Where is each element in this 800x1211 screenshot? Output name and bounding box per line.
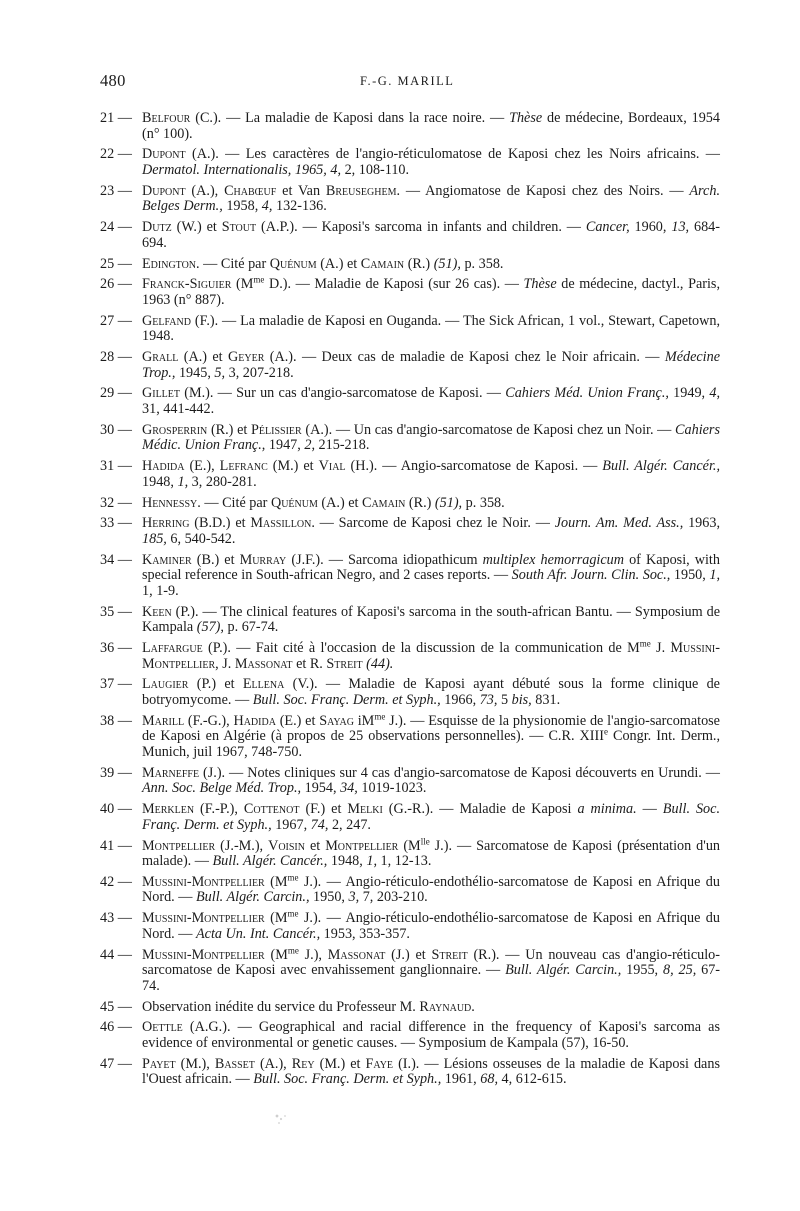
- reference-fragment: 1966,: [440, 692, 480, 708]
- italic-text: Ann. Soc. Belge Méd. Trop.,: [142, 780, 302, 797]
- author-name: Marneffe: [142, 764, 200, 781]
- reference-fragment: (R.). — Un nouveau cas d'angio-réticulo-sarcomatose de Kaposi avec envahissement ganglionnaire. —: [142, 946, 720, 979]
- italic-text: 73,: [479, 692, 498, 708]
- reference-number: 31 —: [100, 458, 132, 475]
- author-name: Mussini-Montpellier: [142, 640, 720, 672]
- author-name: Edington: [142, 255, 197, 272]
- author-name: Marill: [142, 712, 185, 729]
- reference-number: 40 —: [100, 801, 132, 818]
- italic-text: (44).: [366, 655, 394, 672]
- reference-number: 32 —: [100, 494, 132, 511]
- reference-number: 39 —: [100, 764, 132, 781]
- reference-fragment: (B.D.) et: [189, 515, 251, 532]
- reference-fragment: et Van: [276, 182, 326, 199]
- reference-entry: [100, 553, 720, 600]
- reference-fragment: 215-218.: [314, 437, 370, 454]
- reference-fragment: p. 358.: [460, 255, 504, 272]
- reference-fragment: 1, 1-9.: [142, 582, 179, 599]
- reference-entry: [100, 1000, 720, 1016]
- reference-fragment: (M.),: [175, 1055, 215, 1072]
- author-name: Streit: [326, 655, 363, 672]
- reference-fragment: , J.: [215, 655, 235, 672]
- author-name: Mussini-Montpellier: [142, 873, 265, 890]
- running-head: F.-G. MARILL: [360, 74, 455, 88]
- reference-fragment: (P.) et: [188, 676, 243, 693]
- reference-fragment: (J.-M.),: [215, 837, 269, 854]
- reference-entry: [100, 802, 720, 833]
- reference-text: [142, 515, 720, 547]
- reference-fragment: 1945,: [175, 364, 215, 381]
- author-name: Massonat: [234, 655, 293, 672]
- reference-fragment: of Kaposi, with special reference in South-african Negro, and 2 cases reports. —: [142, 551, 720, 584]
- reference-fragment: (R.): [404, 255, 434, 272]
- author-name: Montpellier: [142, 837, 216, 854]
- reference-text: [142, 146, 720, 178]
- italic-text: Cahiers Méd. Union Franç.,: [505, 385, 669, 402]
- reference-number: 43 —: [100, 910, 132, 927]
- reference-text: [142, 385, 720, 417]
- reference-fragment: (F.-P.),: [194, 801, 244, 818]
- author-name: Mussini-Montpellier: [142, 946, 265, 963]
- author-name: Dutz: [142, 219, 172, 236]
- author-name: Gelfand: [142, 312, 191, 329]
- reference-entry: [100, 184, 720, 215]
- reference-fragment: 1, 12-13.: [376, 853, 432, 870]
- reference-fragment: (M: [231, 276, 254, 293]
- author-name: Hadida: [233, 712, 276, 729]
- author-name: Massillon: [250, 515, 312, 532]
- reference-fragment: D.). — Maladie de Kaposi (sur 26 cas). —: [264, 276, 524, 293]
- reference-text: [142, 944, 721, 994]
- author-name: Gillet: [142, 385, 181, 402]
- italic-text: Bull. Soc. Franç. Derm. et Syph.,: [142, 801, 720, 833]
- reference-number: 26 —: [100, 276, 132, 293]
- reference-fragment: J.). — Angio-réticulo-endothélio-sarcomatose de Kaposi en Afrique du Nord. —: [142, 910, 720, 942]
- reference-number: 35 —: [100, 603, 132, 620]
- author-name: Chabœuf: [224, 182, 277, 199]
- reference-text: [142, 999, 475, 1015]
- reference-entry: [100, 766, 720, 797]
- reference-fragment: (J.). — Notes cliniques sur 4 cas d'angio-sarcomatose de Kaposi découverts en Urundi. —: [199, 764, 720, 781]
- italic-text: Bull. Algér. Cancér.,: [602, 458, 720, 475]
- reference-fragment: 831.: [531, 692, 561, 708]
- reference-fragment: 3, 280-281.: [188, 473, 257, 490]
- italic-text: Bull. Algér. Carcin.,: [505, 962, 622, 979]
- italic-text: 4,: [261, 198, 273, 215]
- italic-text: (51),: [434, 494, 463, 511]
- author-name: Dupont: [142, 146, 186, 163]
- reference-fragment: (B.) et: [191, 551, 240, 568]
- author-name: Stout: [221, 219, 257, 236]
- reference-fragment: 1963,: [683, 515, 720, 532]
- italic-text: Bull. Algér. Carcin.,: [196, 889, 310, 906]
- reference-text: [142, 713, 720, 760]
- reference-fragment: 684-694.: [142, 219, 721, 251]
- italic-text: 185,: [142, 530, 167, 547]
- reference-entry: [100, 274, 720, 308]
- reference-fragment: (A.G.). — Geographical and racial difference in the frequency of Kaposi's sarcoma as evidence of environmental or genetic causes. — Symposium de Kampala (57), 16-50.: [142, 1019, 720, 1051]
- reference-fragment: 67-74.: [142, 962, 721, 994]
- reference-entry: [100, 496, 720, 512]
- reference-fragment: (M.) et: [267, 458, 319, 475]
- reference-fragment: (I.). — Lésions osseuses de la maladie de Kaposi dans l'Ouest africain. —: [142, 1055, 720, 1088]
- reference-fragment: (C.). — La maladie de Kaposi dans la race noire. —: [190, 110, 510, 126]
- author-name: Merklen: [142, 801, 195, 818]
- reference-fragment: 3, 207-218.: [225, 364, 294, 381]
- italic-text: Journ. Am. Med. Ass.,: [554, 515, 684, 532]
- reference-fragment: 4, 612-615.: [498, 1071, 567, 1088]
- author-name: Quénum: [269, 255, 317, 272]
- italic-text: Bull. Soc. Franç. Derm. et Syph.,: [253, 1071, 442, 1088]
- author-name: Faye: [365, 1055, 394, 1072]
- reference-fragment: J.). — Esquisse de la physionomie de l'angio-sarcomatose de Kaposi en Algérie (à propos de 25 observations personnelles). — C.R. XIII: [142, 712, 720, 745]
- italic-text: 3,: [348, 889, 360, 906]
- reference-fragment: 2, 108-110.: [341, 161, 410, 178]
- reference-text: [142, 835, 721, 870]
- reference-text: [142, 313, 720, 345]
- italic-text: multiplex hemorragicum: [482, 551, 625, 568]
- reference-text: [142, 910, 720, 942]
- reference-entry: [100, 1057, 720, 1088]
- reference-fragment: iM: [353, 712, 375, 729]
- italic-text: 25,: [678, 962, 697, 979]
- author-name: Breuseghem: [325, 182, 397, 199]
- reference-fragment: 1954,: [301, 780, 341, 797]
- reference-fragment: 6, 540-542.: [166, 530, 236, 547]
- reference-fragment: —: [636, 801, 663, 818]
- reference-text: [142, 458, 720, 490]
- reference-fragment: 1950,: [670, 567, 710, 584]
- reference-text: [142, 219, 720, 251]
- author-name: Grall: [142, 349, 179, 366]
- italic-text: Médecine Trop.,: [142, 349, 721, 381]
- reference-text: [142, 552, 720, 599]
- reference-list: [100, 111, 720, 1093]
- author-name: Kaminer: [142, 551, 192, 568]
- reference-fragment: p. 67-74.: [223, 619, 279, 636]
- italic-text: Cahiers Médic. Union Franç.,: [142, 421, 720, 454]
- reference-fragment: 1019-1023.: [357, 780, 427, 797]
- reference-fragment: J.). — Sarcomatose de Kaposi (présentation d'un malade). —: [142, 837, 721, 870]
- reference-fragment: (A.),: [254, 1055, 292, 1072]
- reference-text: [142, 1056, 720, 1088]
- italic-text: Dermatol. Internationalis, 1965, 4,: [142, 161, 342, 178]
- reference-fragment: (M: [398, 837, 421, 854]
- reference-fragment: (A.) et: [178, 349, 229, 366]
- author-name: Mussini-Montpellier: [142, 910, 265, 927]
- italic-text: South Afr. Journ. Clin. Soc.,: [511, 567, 671, 584]
- reference-number: 29 —: [100, 385, 132, 402]
- italic-text: (51),: [433, 255, 461, 272]
- author-name: Lefranc: [219, 458, 268, 475]
- reference-fragment: 1960,: [629, 219, 672, 236]
- author-name: Camain: [360, 255, 405, 272]
- author-name: Hennessy: [142, 494, 198, 511]
- reference-fragment: (P.). — The clinical features of Kaposi's sarcoma in the south-african Bantu. — Symposium de Kampala: [142, 603, 720, 636]
- author-name: Vial: [318, 458, 346, 475]
- author-name: Melki: [347, 801, 383, 818]
- author-name: Franck-Siguier: [142, 276, 232, 293]
- reference-fragment: (M.) et: [314, 1055, 366, 1072]
- reference-entry: [100, 908, 720, 942]
- reference-text: [142, 422, 720, 454]
- reference-fragment: (E.),: [184, 458, 220, 475]
- reference-entry: [100, 872, 720, 906]
- reference-fragment: (M.). — Sur un cas d'angio-sarcomatose de Kaposi. —: [180, 385, 506, 402]
- italic-text: 5,: [214, 364, 226, 381]
- reference-fragment: p. 358.: [462, 494, 505, 511]
- reference-fragment: 1958,: [222, 198, 262, 215]
- author-name: Pélissier: [251, 421, 302, 438]
- reference-number: 45 —: [100, 998, 132, 1015]
- author-name: Ellena: [242, 676, 285, 693]
- reference-fragment: . — Sarcome de Kaposi chez le Noir. —: [311, 515, 555, 532]
- italic-text: 1,: [177, 473, 189, 490]
- superscript-text: me: [639, 638, 651, 649]
- author-name: Camain: [362, 494, 406, 511]
- reference-entry: [100, 677, 720, 708]
- page-number: 480: [100, 71, 126, 90]
- italic-text: Cancer,: [585, 219, 630, 236]
- author-name: Streit: [431, 946, 468, 963]
- reference-fragment: (W.) et: [171, 219, 222, 236]
- italic-text: 2,: [304, 437, 315, 454]
- reference-number: 37 —: [100, 676, 132, 693]
- author-name: Laffargue: [142, 640, 203, 657]
- reference-fragment: et: [305, 837, 326, 854]
- reference-fragment: (A.),: [185, 182, 225, 199]
- author-name: Grosperrin: [142, 421, 208, 438]
- reference-fragment: 31, 441-442.: [142, 401, 215, 417]
- reference-number: 47 —: [100, 1055, 132, 1072]
- reference-entry: [100, 1020, 720, 1051]
- author-name: Voisin: [268, 837, 305, 854]
- italic-text: 1,: [366, 853, 377, 870]
- author-name: Rey: [291, 1055, 315, 1072]
- superscript-text: me: [253, 274, 265, 285]
- author-name: Laugier: [142, 676, 189, 693]
- reference-text: [142, 874, 720, 906]
- reference-fragment: . — Cité par: [197, 494, 271, 511]
- reference-fragment: (G.-R.). — Maladie de Kaposi: [382, 801, 578, 818]
- reference-fragment: (A.). — Deux cas de maladie de Kaposi chez le Noir africain. —: [264, 349, 665, 366]
- reference-number: 36 —: [100, 640, 132, 657]
- reference-text: [142, 349, 720, 381]
- reference-number: 23 —: [100, 182, 132, 199]
- italic-text: 8,: [662, 962, 674, 979]
- reference-number: 25 —: [100, 255, 132, 272]
- reference-fragment: 1948,: [142, 473, 178, 490]
- italic-text: Thèse: [523, 276, 557, 293]
- author-name: Murray: [239, 551, 287, 568]
- reference-number: 22 —: [100, 146, 132, 163]
- author-name: Sayag: [319, 712, 354, 729]
- reference-fragment: (A.). — Un cas d'angio-sarcomatose de Kaposi chez un Noir. —: [301, 421, 676, 438]
- reference-fragment: 1949,: [668, 385, 710, 402]
- italic-text: a minima.: [577, 801, 637, 818]
- author-name: Basset: [214, 1055, 255, 1072]
- reference-entry: [100, 944, 721, 995]
- superscript-text: me: [287, 944, 299, 955]
- italic-text: Acta Un. Int. Cancér.,: [196, 925, 321, 942]
- reference-entry: [100, 459, 720, 490]
- superscript-text: lle: [420, 835, 430, 846]
- reference-fragment: 1961,: [441, 1071, 481, 1088]
- reference-text: [142, 110, 720, 142]
- reference-fragment: Congr. Int. Derm., Munich, juil 1967, 748-750.: [142, 728, 721, 760]
- reference-fragment: 1950,: [309, 889, 349, 906]
- author-name: Quénum: [270, 494, 318, 511]
- reference-fragment: J.: [650, 640, 671, 657]
- reference-text: [142, 765, 720, 797]
- author-name: Herring: [142, 515, 190, 532]
- reference-text: [142, 276, 720, 308]
- ink-smudge-icon: [272, 1112, 290, 1126]
- reference-entry: [100, 111, 720, 142]
- reference-fragment: (M: [264, 873, 288, 890]
- reference-number: 30 —: [100, 421, 132, 438]
- reference-fragment: de médecine, dactyl., Paris, 1963 (n° 887).: [142, 276, 720, 308]
- reference-fragment: (F.) et: [299, 801, 348, 818]
- reference-number: 44 —: [100, 946, 132, 963]
- reference-number: 28 —: [100, 349, 132, 366]
- reference-text: [142, 183, 720, 215]
- reference-number: 42 —: [100, 873, 132, 890]
- reference-fragment: 2, 247.: [328, 816, 371, 833]
- reference-fragment: 1953, 353-357.: [320, 925, 410, 942]
- reference-text: [142, 256, 503, 272]
- author-name: Belfour: [142, 110, 191, 126]
- reference-fragment: (A.P.). — Kaposi's sarcoma in infants and children. —: [256, 219, 586, 236]
- italic-text: Thèse: [509, 110, 543, 126]
- italic-text: (57),: [196, 619, 224, 636]
- reference-text: [142, 604, 720, 636]
- author-name: Oettle: [142, 1019, 183, 1036]
- reference-entry: [100, 835, 721, 870]
- reference-number: 41 —: [100, 837, 132, 854]
- reference-fragment: de médecine, Bordeaux, 1954 (n° 100).: [142, 110, 720, 142]
- author-name: Massonat: [327, 946, 386, 963]
- reference-fragment: et R.: [292, 655, 327, 672]
- author-name: Keen: [142, 603, 172, 620]
- reference-entry: [100, 386, 720, 417]
- reference-number: 38 —: [100, 712, 132, 729]
- italic-text: 68,: [480, 1071, 498, 1088]
- italic-text: 13,: [671, 219, 690, 236]
- author-name: Dupont: [142, 182, 186, 199]
- reference-entry: [100, 350, 720, 381]
- reference-fragment: 1967,: [271, 816, 311, 833]
- reference-fragment: 1947,: [265, 437, 305, 454]
- reference-number: 46 —: [100, 1019, 132, 1036]
- reference-entry: [100, 516, 720, 547]
- reference-number: 34 —: [100, 551, 132, 568]
- superscript-text: me: [287, 908, 299, 919]
- italic-text: 1,: [709, 567, 721, 584]
- reference-entry: [100, 314, 720, 345]
- reference-number: 21 —: [100, 110, 132, 126]
- reference-fragment: (F.-G.),: [184, 712, 234, 729]
- reference-fragment: . — Cité par: [196, 255, 270, 272]
- reference-fragment: J.). — Angio-réticulo-endothélio-sarcomatose de Kaposi en Afrique du Nord. —: [142, 873, 720, 906]
- reference-fragment: (V.). — Maladie de Kaposi ayant débuté sous la forme clinique de botryomycome. —: [142, 676, 720, 708]
- reference-fragment: (F.). — La maladie de Kaposi en Ouganda. — The Sick African, 1 vol., Stewart, Capetown, 1948.: [142, 312, 720, 345]
- reference-fragment: (P.). — Fait cité à l'occasion de la discussion de la communication de M: [202, 640, 640, 657]
- author-name: Raynaud: [419, 998, 472, 1015]
- italic-text: Bull. Soc. Franç. Derm. et Syph.,: [252, 692, 441, 708]
- reference-fragment: (J.) et: [385, 946, 432, 963]
- italic-text: 4,: [709, 385, 720, 402]
- reference-entry: [100, 638, 720, 672]
- author-name: Payet: [142, 1055, 176, 1072]
- reference-fragment: (M: [264, 946, 288, 963]
- reference-number: 33 —: [100, 515, 132, 532]
- author-name: Montpellier: [325, 837, 399, 854]
- reference-entry: [100, 605, 720, 636]
- reference-fragment: .: [471, 998, 475, 1015]
- page-header: [100, 71, 720, 95]
- reference-entry: [100, 711, 721, 761]
- reference-text: [142, 676, 720, 708]
- reference-fragment: (J.F.). — Sarcoma idiopathicum: [286, 551, 483, 568]
- italic-text: bis,: [511, 692, 532, 708]
- author-name: Cottenot: [243, 801, 300, 818]
- italic-text: Bull. Algér. Cancér.,: [212, 853, 328, 870]
- reference-text: [142, 640, 720, 672]
- author-name: Geyer: [228, 349, 265, 366]
- reference-text: [142, 495, 505, 511]
- reference-fragment: (E.) et: [275, 712, 320, 729]
- reference-fragment: 1955,: [621, 962, 663, 979]
- superscript-text: me: [374, 711, 386, 722]
- reference-fragment: 5: [497, 692, 512, 708]
- reference-fragment: (A.). — Les caractères de l'angio-réticulomatose de Kaposi chez les Noirs africains. —: [185, 146, 720, 163]
- italic-text: Arch. Belges Derm.,: [142, 182, 720, 215]
- reference-fragment: J.),: [298, 946, 328, 963]
- reference-fragment: Observation inédite du service du Professeur M.: [142, 998, 420, 1015]
- reference-fragment: (M: [264, 910, 288, 927]
- reference-entry: [100, 423, 720, 454]
- reference-fragment: (H.). — Angio-sarcomatose de Kaposi. —: [345, 458, 603, 475]
- reference-fragment: (A.) et: [316, 255, 361, 272]
- reference-fragment: (R.) et: [207, 421, 252, 438]
- reference-text: [142, 1019, 720, 1051]
- reference-entry: [100, 220, 720, 251]
- reference-entry: [100, 257, 720, 273]
- superscript-text: me: [287, 872, 299, 883]
- italic-text: 34,: [340, 780, 358, 797]
- author-name: Hadida: [142, 458, 185, 475]
- reference-fragment: 1948,: [327, 853, 367, 870]
- reference-entry: [100, 147, 720, 178]
- reference-fragment: (R.): [405, 494, 435, 511]
- reference-fragment: (A.) et: [317, 494, 362, 511]
- reference-fragment: 7, 203-210.: [359, 889, 428, 906]
- italic-text: 74,: [310, 816, 329, 833]
- reference-number: 24 —: [100, 219, 132, 236]
- reference-fragment: 132-136.: [272, 198, 327, 215]
- reference-text: [142, 801, 720, 833]
- reference-fragment: . — Angiomatose de Kaposi chez des Noirs. —: [396, 182, 690, 199]
- reference-number: 27 —: [100, 312, 132, 329]
- superscript-text: e: [603, 726, 608, 737]
